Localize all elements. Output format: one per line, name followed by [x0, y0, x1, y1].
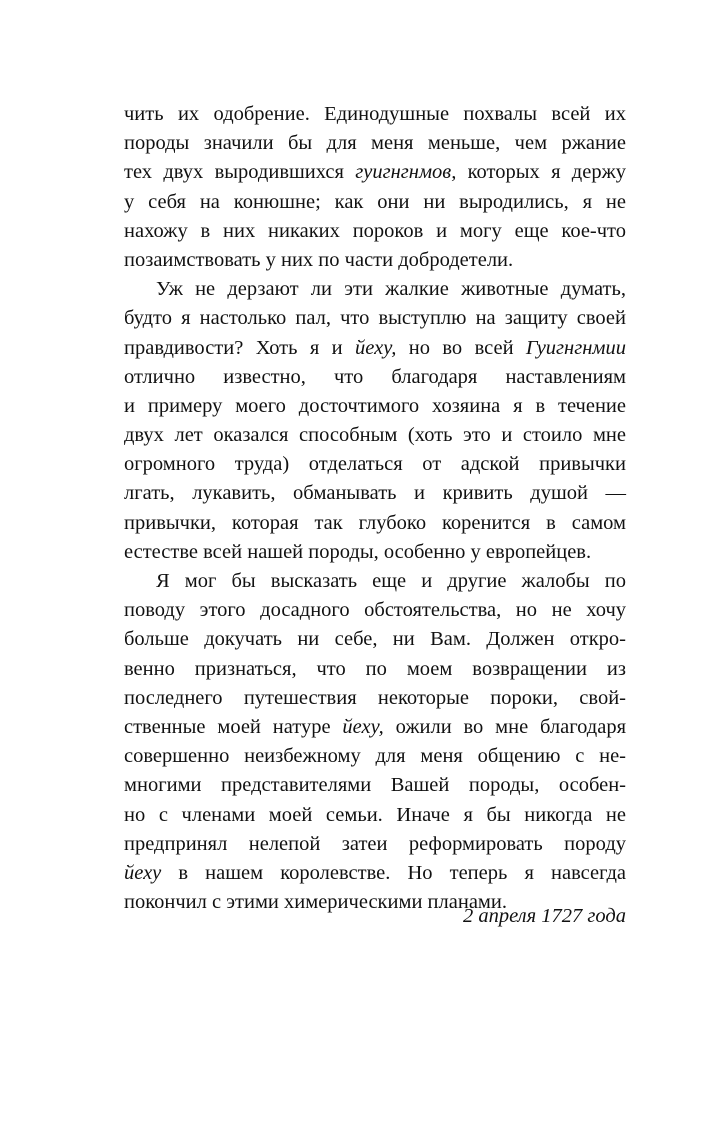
- text-line: и примеру моего досточтимого хозяина я в течение: [124, 394, 626, 417]
- text-line: тех двух выродившихся гуигнгнмов, которых я держу: [124, 161, 626, 184]
- italic-term: Гуигнгнмии: [525, 336, 626, 359]
- text-line: лгать, лукавить, обманывать и кривить душой —: [124, 482, 626, 505]
- paragraph: [124, 567, 626, 917]
- text-line: будто я настолько пал, что выступлю на защиту своей: [124, 307, 626, 330]
- text-line: отлично известно, что благодаря наставлениям: [124, 365, 626, 388]
- text-line: предпринял нелепой затеи реформировать породу: [124, 832, 626, 855]
- letter-date: 2 апреля 1727 года: [462, 905, 626, 927]
- text-line: двух лет оказался способным (хоть это и стоило мне: [124, 424, 626, 447]
- text-line: Уж не дерзают ли эти жалкие животные думать,: [156, 278, 626, 301]
- text-line: ственные моей натуре йеху, ожили во мне благодаря: [124, 715, 627, 738]
- text-line: Я мог бы высказать еще и другие жалобы по: [156, 570, 626, 592]
- italic-term: йеху,: [355, 336, 397, 359]
- text-line: поводу этого досадного обстоятельства, но не хочу: [124, 599, 626, 622]
- text-line: породы значили бы для меня меньше, чем ржание: [124, 132, 626, 155]
- paragraph: [124, 100, 626, 275]
- body-text: [124, 100, 626, 917]
- paragraph: [124, 275, 626, 567]
- text-line: многими представителями Вашей породы, особен-: [124, 774, 626, 797]
- text-line: совершенно неизбежному для меня общению с не-: [124, 745, 626, 768]
- text-line: правдивости? Хоть я и йеху, но во всей Гуигнгнмии: [124, 336, 626, 359]
- text-line: йеху в нашем королевстве. Но теперь я навсегда: [124, 861, 626, 884]
- text-line: чить их одобрение. Единодушные похвалы всей их: [124, 103, 626, 125]
- text-line: покончил с этими химерическими планами.: [124, 891, 507, 914]
- text-line: но с членами моей семьи. Иначе я бы никогда не: [124, 803, 626, 826]
- italic-term: йеху: [124, 861, 162, 884]
- text-line: венно признаться, что по моем возвращении из: [124, 657, 626, 680]
- text-line: нахожу в них никаких пороков и могу еще кое-что: [124, 219, 626, 242]
- text-line: огромного труда) отделаться от адской привычки: [124, 453, 626, 476]
- text-line: больше докучать ни себе, ни Вам. Должен откро-: [124, 628, 626, 651]
- text-line: последнего путешествия некоторые пороки, свой-: [124, 686, 626, 709]
- italic-term: йеху,: [342, 715, 384, 738]
- italic-term: гуигнгнмов,: [355, 161, 457, 184]
- text-line: естестве всей нашей породы, особенно у европейцев.: [124, 540, 592, 563]
- text-line: привычки, которая так глубоко коренится в самом: [124, 511, 626, 534]
- text-line: у себя на конюшне; как они ни выродились, я не: [124, 190, 626, 213]
- text-line: позаимствовать у них по части добродетели.: [124, 248, 514, 271]
